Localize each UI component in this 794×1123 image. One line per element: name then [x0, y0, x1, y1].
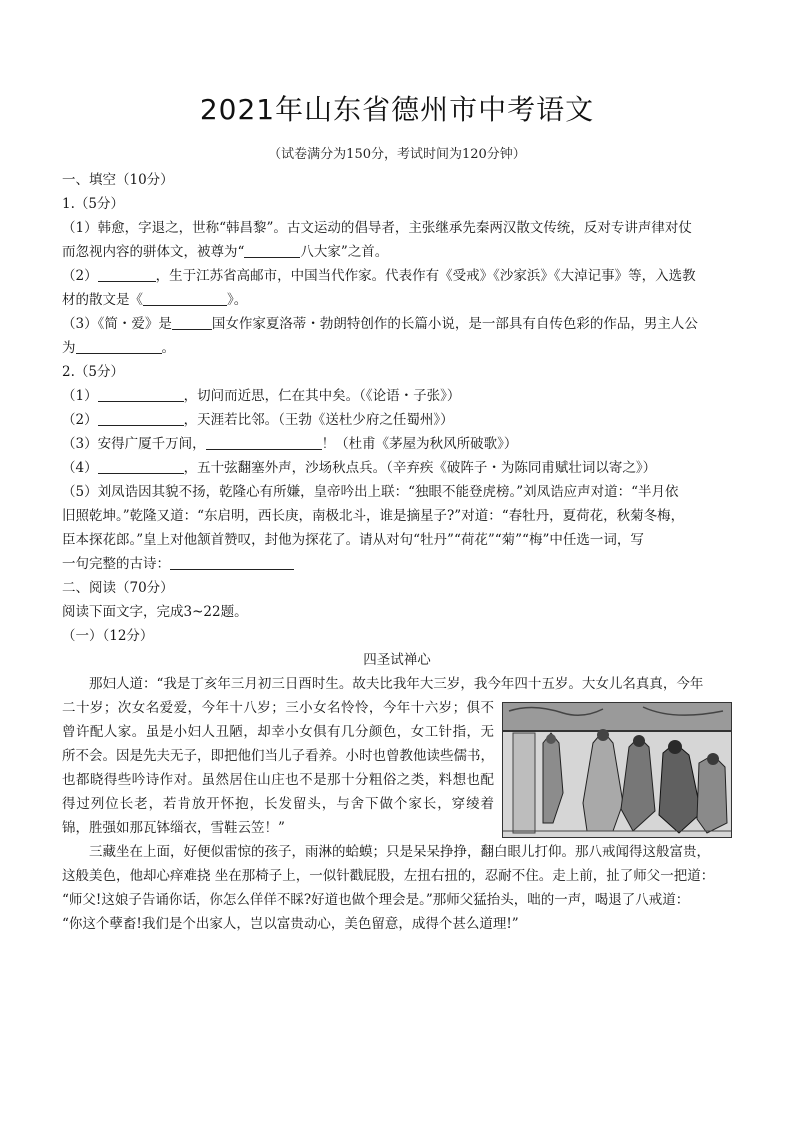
text: 。 [161, 340, 175, 356]
passage-line: 所不会。因是先夫无子，即把他们当儿子看养。小时也曾教他读些儒书， [62, 748, 494, 764]
q2-line7: 臣本探花郎。”皇上对他颔首赞叹，封他为探花了。请从对句“牡丹”“荷花”“菊”“梅”中任选一词，写 [62, 532, 644, 548]
page-title: 2021年山东省德州市中考语文 [199, 93, 595, 126]
text: 》。 [227, 292, 248, 308]
passage-p2-line1: 三藏坐在上面，好便似雷惊的孩子，雨淋的蛤蟆；只是呆呆挣挣，翻白眼儿打仰。那八戒闻得这般富贵， [89, 844, 710, 860]
answer-blank[interactable] [172, 314, 212, 330]
illustration-image [502, 702, 732, 838]
text: 一句完整的古诗： [62, 556, 170, 572]
passage-line: 也都晓得些吟诗作对。虽然居住山庄也不是那十分粗俗之类，料想也配 [62, 772, 494, 788]
answer-blank[interactable] [206, 434, 322, 450]
text: （3）《简・爱》是 [62, 316, 172, 332]
answer-blank[interactable] [170, 554, 294, 570]
question-label: 1.（5分） [62, 196, 124, 212]
q2-line4 [62, 456, 732, 480]
answer-blank[interactable] [98, 458, 184, 474]
passage-p2-line2: 这般美色，他却心痒难挠 坐在那椅子上，一似针戳屁股，左扭右扭的，忍耐不住。走上前，扯了师父一把道： [62, 868, 715, 884]
passage-title: 四圣试禅心 [363, 652, 431, 668]
answer-blank[interactable] [244, 242, 300, 258]
passage-p2-line4: “你这个孽畜!我们是个出家人，岂以富贵动心，美色留意，成得个甚么道理!” [62, 916, 519, 932]
text: 国女作家夏洛蒂・勃朗特创作的长篇小说，是一部具有自传色彩的作品，男主人公 [211, 316, 698, 332]
q1-part1-line1: （1）韩愈，字退之，世称“韩昌黎”。古文运动的倡导者，主张继承先秦两汉散文传统，反对专讲声律对仗 [62, 220, 692, 236]
passage-p2-line3: “师父!这娘子告诵你话，你怎么佯佯不睬?好道也做个理会是。”那师父猛抬头，咄的一声，喝退了八戒道： [62, 892, 690, 908]
answer-blank[interactable] [143, 290, 227, 306]
passage-line: 二十岁；次女名爱爱，今年十八岁；三小女名怜怜，今年十六岁；俱不 [62, 700, 494, 716]
passage-line: 曾许配人家。虽是小妇人丑陋，却幸小女俱有几分颜色，女工针指，无 [62, 724, 494, 740]
q1-part3-line1 [62, 312, 732, 336]
q2-line6: 旧照乾坤。”乾隆又道：“东启明，西长庚，南极北斗，谁是摘星子?”对道：“春牡丹，夏荷花，秋菊冬梅， [62, 508, 685, 524]
passage-wrap-area [62, 696, 732, 840]
q2-line5: （5）刘凤诰因其貌不扬，乾隆心有所嫌，皇帝吟出上联：“独眼不能登虎榜。”刘凤诰应声对道：“半月依 [62, 484, 679, 500]
text: （2） [62, 268, 98, 284]
text: ，切问而近思，仁在其中矣。（《论语・子张》） [183, 388, 461, 404]
passage-line: 得过列位长老，若肯放开怀抱，长发留头，与舍下做个家长，穿绫着 [62, 796, 494, 812]
text: （3）安得广厦千万间， [62, 436, 206, 452]
section-heading: 一、填空（10分） [62, 172, 174, 188]
reading-instruction: 阅读下面文字，完成3~22题。 [62, 604, 248, 620]
text: （2） [62, 412, 98, 428]
answer-blank[interactable] [98, 410, 184, 426]
illustration-drawing [503, 703, 731, 837]
text: 材的散文是《 [62, 292, 143, 308]
exam-content [62, 168, 732, 936]
text: 而忽视内容的骈体文，被尊为“ [62, 244, 245, 260]
text: ，五十弦翻塞外声，沙场秋点兵。（辛弃疾《破阵子・为陈同甫赋壮词以寄之》） [183, 460, 657, 476]
part-label: （一）（12分） [62, 628, 154, 644]
question-label: 2.（5分） [62, 364, 124, 380]
passage-wrap-text [62, 696, 494, 840]
q1-part2-line1 [62, 264, 732, 288]
answer-blank[interactable] [98, 386, 184, 402]
q2-line8 [62, 552, 732, 576]
q2-line3 [62, 432, 732, 456]
text: 八大家”之首。 [300, 244, 389, 260]
passage-p1-line1: 那妇人道：“我是丁亥年三月初三日酉时生。故夫比我年大三岁，我今年四十五岁。大女儿名真真，今年 [89, 676, 704, 692]
q2-line2 [62, 408, 732, 432]
answer-blank[interactable] [76, 338, 162, 354]
exam-subtitle: （试卷满分为150分，考试时间为120分钟） [268, 147, 526, 162]
q2-line1 [62, 384, 732, 408]
text: 为 [62, 340, 76, 356]
text: ，生于江苏省高邮市，中国当代作家。代表作有《受戒》《沙家浜》《大淖记事》等，入选教 [155, 268, 696, 284]
text: （4） [62, 460, 98, 476]
q1-part3-line2 [62, 336, 732, 360]
answer-blank[interactable] [98, 266, 156, 282]
q1-part1-line2 [62, 240, 732, 264]
text: （1） [62, 388, 98, 404]
section-heading: 二、阅读（70分） [62, 580, 174, 596]
text: ！（杜甫《茅屋为秋风所破歌》） [321, 436, 518, 452]
passage-line: 锦，胜强如那瓦钵缁衣，雪鞋云笠！” [62, 820, 285, 836]
text: ，天涯若比邻。（王勃《送杜少府之任蜀州》） [183, 412, 454, 428]
q1-part2-line2 [62, 288, 732, 312]
